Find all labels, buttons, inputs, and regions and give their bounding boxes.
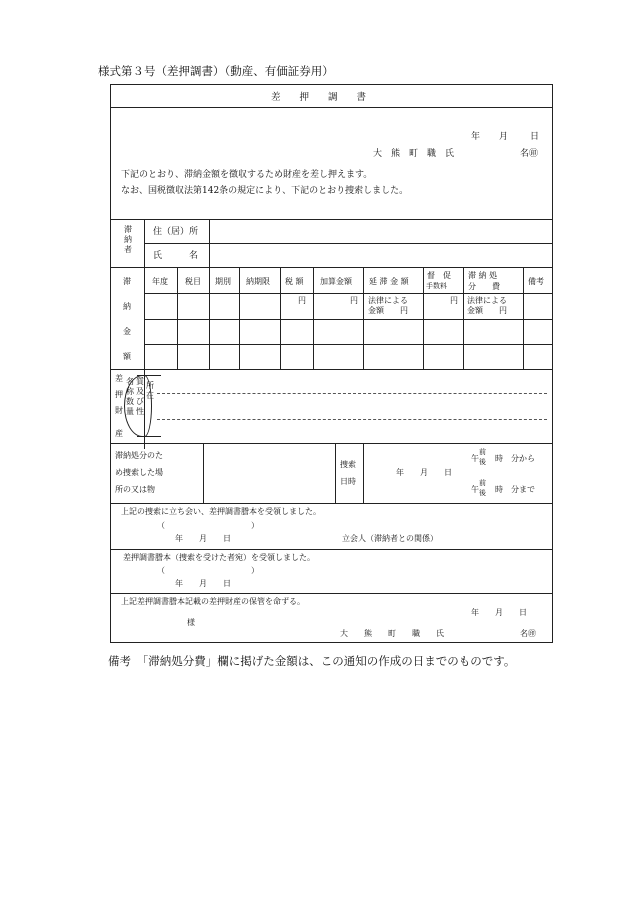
debtor-label: 滞 納 者: [124, 225, 132, 254]
from-suffix: 時 分から: [495, 454, 535, 463]
receipt2-line: 差押調書謄本（捜索を受けた者宛）を受領しました。: [123, 553, 315, 562]
col-tax-item: 税目: [185, 277, 201, 286]
issue-month: 月: [499, 132, 509, 142]
name-label: 氏 名: [153, 251, 199, 261]
to-suffix: 時 分まで: [495, 485, 535, 494]
divider: [144, 344, 552, 345]
divider: [111, 549, 552, 550]
search-place-label-2: め捜索した場: [115, 468, 163, 477]
property-col3: 所 在: [146, 381, 154, 400]
property-label-2: 押: [115, 390, 123, 399]
receipt2-paren-open: （: [157, 566, 165, 575]
divider: [463, 267, 464, 369]
property-col2: 質 及 び 性: [136, 377, 144, 416]
amount-label-3: 金: [123, 327, 131, 336]
delinquency-by-law-bottom: 金額 円: [368, 306, 408, 315]
col-additional: 加算金額: [320, 277, 352, 286]
body-line-1: 下記のとおり、滞納金額を徴収するため財産を差し押えます。: [121, 170, 373, 180]
issuer-seal: 名㊞: [520, 149, 539, 159]
amount-label-4: 額: [123, 352, 131, 361]
seizure-record-form: [110, 84, 553, 643]
divider: [313, 267, 314, 369]
divider: [363, 267, 364, 369]
to-pm: 後: [479, 489, 486, 497]
custody-date: 年 月 日: [471, 608, 527, 617]
receipt-paren-open: （: [157, 521, 165, 530]
to-prefix: 午: [471, 485, 479, 494]
dotted-line: [157, 419, 547, 420]
property-label-1: 差: [115, 374, 123, 383]
amount-label-1: 滞: [123, 277, 131, 286]
col-period: 期別: [215, 277, 231, 286]
col-fee-top: 督 促: [427, 271, 451, 280]
receipt2-paren-close: ）: [251, 566, 259, 575]
search-datetime-label-2: 日時: [340, 477, 356, 486]
disposal-by-law-bottom: 金額 円: [467, 306, 507, 315]
yen-fee: 円: [450, 296, 458, 305]
col-disposal-top: 滞 納 処: [468, 271, 498, 280]
delinquency-by-law-top: 法律による: [368, 296, 408, 305]
receipt2-date: 年 月 日: [175, 579, 231, 588]
disposal-by-law-top: 法律による: [467, 296, 507, 305]
footnote: 備考 「滞納処分費」欄に掲げた金額は、この通知の作成の日までのものです。: [108, 654, 516, 668]
to-am: 前: [479, 479, 486, 487]
from-prefix: 午: [471, 454, 479, 463]
divider: [111, 369, 552, 370]
property-col1: 名 称 数 量: [126, 377, 134, 416]
divider: [144, 243, 552, 244]
col-due: 納期限: [246, 277, 270, 286]
divider: [363, 443, 364, 503]
divider: [523, 267, 524, 369]
divider: [144, 319, 552, 320]
col-delinquency: 延 滞 金 額: [369, 277, 409, 286]
issuer-title: 大 熊 町 職 氏: [373, 149, 455, 159]
search-place-label-3: 所の又は物: [115, 485, 155, 494]
divider: [144, 293, 552, 294]
property-label-4: 産: [115, 429, 123, 438]
search-place-label-1: 滞納処分のた: [115, 451, 163, 460]
receipt-date: 年 月 日: [175, 534, 231, 543]
divider: [280, 267, 281, 369]
col-disposal-bottom: 分 費: [468, 282, 500, 291]
divider: [111, 107, 552, 108]
divider: [177, 267, 178, 369]
divider: [239, 267, 240, 369]
form-label: 様式第３号（差押調書）（動産、有価証券用）: [98, 64, 334, 78]
receipt-witness: 立会人（滞納者との関係）: [342, 534, 438, 543]
issue-day: 日: [530, 132, 540, 142]
divider: [335, 443, 336, 503]
from-pm: 後: [479, 458, 486, 466]
yen-tax: 円: [298, 296, 306, 305]
custody-seal: 名㊞: [520, 629, 536, 638]
divider: [111, 503, 552, 504]
custody-issuer: 大 熊 町 職 氏: [340, 629, 444, 638]
form-title: 差 押 調 書: [271, 92, 367, 103]
issue-year: 年: [471, 132, 481, 142]
receipt-paren-close: ）: [251, 521, 259, 530]
search-date: 年 月 日: [396, 468, 452, 477]
address-label: 住（居）所: [153, 227, 199, 237]
divider: [209, 267, 210, 369]
divider: [111, 593, 552, 594]
receipt-line: 上記の捜索に立ち会い、差押調書謄本を受領しました。: [121, 507, 321, 516]
col-tax-amount: 税 額: [285, 277, 304, 286]
body-line-2: なお、国税徴収法第142条の規定により、下記のとおり捜索しました。: [121, 186, 409, 196]
property-label-3: 財: [115, 406, 123, 415]
from-am: 前: [479, 448, 486, 456]
yen-additional: 円: [350, 296, 358, 305]
col-year: 年度: [152, 277, 168, 286]
dotted-line: [157, 393, 547, 394]
divider: [203, 443, 204, 503]
custody-line: 上記差押調書謄本記載の差押財産の保管を命ずる。: [121, 597, 305, 606]
col-remarks: 備考: [528, 277, 544, 286]
search-datetime-label-1: 捜索: [340, 460, 356, 469]
divider: [423, 267, 424, 369]
divider: [111, 443, 552, 444]
bracket-right: [137, 375, 152, 437]
divider: [111, 219, 552, 220]
custody-sama: 様: [187, 618, 195, 627]
amount-label-2: 納: [123, 302, 131, 311]
col-fee-bottom: 手数料: [426, 282, 447, 290]
